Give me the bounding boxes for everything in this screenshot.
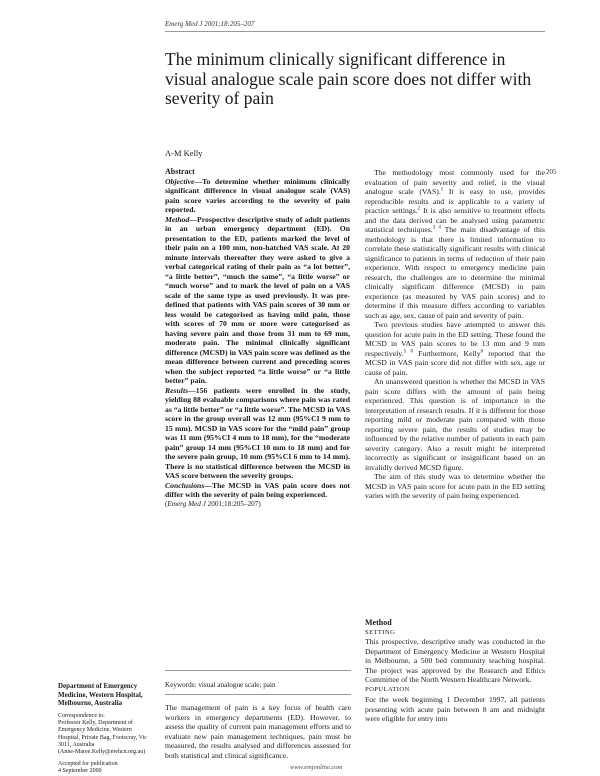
right-paragraph-2: Two previous studies have attempted to answer this question for acute pain in the ED setting. These found the MCSD in VAS pain scores to be 13 mm and 9 mm respectively.$^{5 6}$ Furthermore, Kelly$^6$ reported that the MCSD in VAS pain score did not differ with sex, age or cause of pain. xyxy=(365,320,546,377)
setting-subheading: SETTING xyxy=(365,629,396,636)
keywords-rule xyxy=(165,694,351,695)
abstract xyxy=(165,167,350,509)
journal-header: Emerg Med J 2001;18:205–207 xyxy=(165,20,255,28)
page-number: 205 xyxy=(546,168,557,176)
correspondence-email: (Anne-Maree.Kelly@nwhcn.org.au) xyxy=(58,749,146,756)
abstract-conclusions: Conclusions—The MCSD in VAS pain score does not differ with the severity of pain being experienced. xyxy=(165,480,350,499)
right-column xyxy=(365,168,545,501)
abstract-objective: Objective—To determine whether minimum clinically significant difference in visual analogue scale (VAS) pain score varies according to the severity of pain reported. xyxy=(165,176,350,214)
article-title: The minimum clinically significant difference in visual analogue scale pain score does not differ with severity of pain xyxy=(165,49,532,108)
keywords: Keywords: visual analogue scale; pain xyxy=(165,681,276,689)
abstract-rule xyxy=(165,670,351,671)
abstract-results: Results—156 patients were enrolled in the study, yielding 88 evaluable comparisons where pain was rated as “a little better” or “a little worse”. The MCSD in VAS score in the group overall was 12 mm (95%CI 9 mm to 15 mm). MCSD in VAS score for the “mild pain” group was 11 mm (95%CI 4 mm to 18 mm), for the “moderate pain” group 14 mm (95%CI 10 mm to 18 mm) and for the severe pain group, 10 mm (95%CI 6 mm to 14 mm). There is no statistical difference between the MCSD in VAS score between the severity groups. xyxy=(165,385,350,480)
footer-url: www.emjonline.com xyxy=(290,764,343,771)
abstract-method: Method—Prospective descriptive study of adult patients in an urban emergency department (ED). On presentation to the ED, patients marked the level of their pain on a 100 mm, non-hatched VAS scale. At 20 minute intervals thereafter they were asked to give a verbal categorical rating of their pain as “a lot better”, “a little better”, “much the same”, “a little worse” or “much worse” and to mark the level of pain on a VAS scale of the same type as used previously. It was pre-defined that patients with VAS pain scores of 30 mm or less would be categorised as having mild pain, those with scores of 70 mm or more were categorised as having severe pain and those from 31 mm to 69 mm, moderate pain. The minimal clinically significant difference (MCSD) in VAS pain score was defined as the mean difference between current and preceding scores when the subject reported “a little worse” or “a little better” pain. xyxy=(165,214,350,385)
population-paragraph: For the week beginning 1 December 1997, all patients presenting with acute pain between 8 am and midnight were eligible for entry into xyxy=(365,695,545,723)
right-paragraph-4: The aim of this study was to determine whether the MCSD in VAS pain score for acute pain in the ED setting varies with the severity of pain being experienced. xyxy=(365,472,545,500)
intro-paragraph: The management of pain is a key focus of health care workers in emergency departments (ED). However, to assess the quality of current pain management efforts and to evaluate new pain management techniques, pain must be measured, the results analysed and differences assessed for both statistical and clinical significance. xyxy=(165,703,351,760)
setting-paragraph: This prospective, descriptive study was conducted in the Department of Emergency Medicine at Western Hospital in Melbourne, a 500 bed community teaching hospital. The project was approved by the Research and Ethics Committee of the North Western Healthcare Network. xyxy=(365,637,545,684)
method-heading: Method xyxy=(365,618,392,627)
population-subheading: POPULATION xyxy=(365,686,410,693)
author: A-M Kelly xyxy=(165,148,203,158)
correspondence: Correspondence to: Professor Kelly, Department of Emergency Medicine, Western Hospital, Private Bag, Footscray, Vic 3011, Australia (Anne-Maree.Kelly@nwhcn.org.au) xyxy=(58,713,150,756)
accepted-note: Accepted for publication 4 September 2000 xyxy=(58,761,118,775)
right-paragraph-1: The methodology most commonly used for the evaluation of pain severity and relief, is the visual analogue scale (VAS).$^1$ It is easy to use, provides reproducible results and is applicable to a variety of practice settings.$^2$ It is also sensitive to treatment effects and the data derived can be analysed using parametric statistical techniques.$^{3 4}$ The main disadvantage of this methodology is that there is limited information to correlate these statistically significant results with clinical significance to patients in terms of reduction of their pain experience. With respect to emergency medicine pain research, the challenges are to determine the minimal clinically significant difference (MCSD) in pain experience (as measured by VAS pain scores) and to determine if this measure differs according to variables such as age, sex, cause of pain and severity of pain. xyxy=(365,168,546,320)
header-rule xyxy=(165,31,545,32)
right-paragraph-3: An unanswered question is whether the MCSD in VAS pain score differs with the amount of pain being experienced. This question is of importance in the interpretation of research results. If it is different for those reporting mild or moderate pain compared with those reporting severe pain, the results of studies may be influenced by the relative number of patients in each pain severity category. Also a result might be interpreted incorrectly as significant or insignificant based on an invalidly derived MCSD figure. xyxy=(365,377,545,472)
abstract-citation: (Emerg Med J 2001;18:205–207) xyxy=(165,499,261,508)
abstract-heading: Abstract xyxy=(165,167,195,176)
affiliation: Department of Emergency Medicine, Western Hospital, Melbourne, Australia xyxy=(58,682,143,707)
